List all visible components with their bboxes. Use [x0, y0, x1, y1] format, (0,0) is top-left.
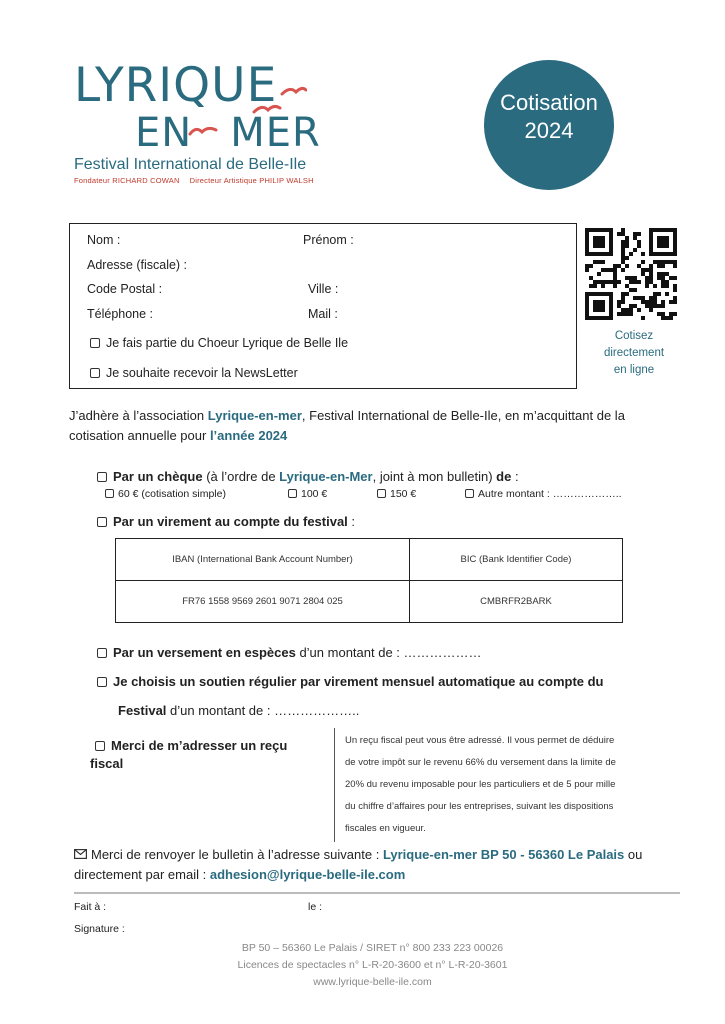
- mensuel-checkbox[interactable]: [97, 677, 107, 687]
- footer: [0, 940, 725, 991]
- qr-code-icon[interactable]: [585, 228, 677, 320]
- identity-form: [69, 223, 577, 389]
- amount-other-label: Autre montant : ………………..: [478, 488, 622, 500]
- email-link[interactable]: adhesion@lyrique-belle-ile.com: [209, 867, 406, 882]
- bird-icon: [188, 122, 218, 138]
- iban-header: IBAN (International Bank Account Number): [116, 539, 410, 581]
- cheque-text: (à l’ordre de: [202, 469, 280, 484]
- recu-label: Merci de m’adresser un reçu: [111, 738, 288, 753]
- renvoi-text: directement par email :: [74, 867, 210, 882]
- especes-label: Par un versement en espèces: [113, 645, 296, 660]
- logo-line-1: LYRIQUE: [74, 58, 278, 113]
- choeur-checkbox[interactable]: [90, 338, 100, 348]
- newsletter-option[interactable]: [90, 366, 298, 380]
- intro-text: cotisation annuelle pour: [69, 428, 210, 443]
- bic-value: CMBRFR2BARK: [410, 581, 623, 623]
- amount-150-label: 150 €: [390, 488, 417, 500]
- bank-table: [115, 538, 623, 623]
- footer-licences: Licences de spectacles n° L-R-20-3600 et n° L-R-20-3601: [237, 959, 508, 971]
- fiscal-note-line: du chiffre d’affaires pour les entreprises, suivant les dispositions: [345, 801, 614, 812]
- recu-option[interactable]: [95, 737, 287, 755]
- cheque-checkbox[interactable]: [97, 472, 107, 482]
- choeur-label: Je fais partie du Choeur Lyrique de Belle Ile: [106, 336, 349, 350]
- badge-title: Cotisation: [500, 90, 598, 115]
- org-name: Lyrique-en-mer: [207, 408, 302, 423]
- nom-label: Nom :: [87, 233, 121, 247]
- mensuel-option[interactable]: [97, 674, 604, 689]
- code-postal-label: Code Postal :: [87, 282, 163, 296]
- virement-option[interactable]: [97, 514, 355, 529]
- intro-year: l’année 2024: [209, 428, 288, 443]
- adresse-label: Adresse (fiscale) :: [87, 258, 188, 272]
- cheque-org: Lyrique-en-Mer: [279, 469, 373, 484]
- prenom-label: Prénom :: [303, 233, 354, 247]
- amount-150-checkbox[interactable]: [377, 489, 386, 498]
- fiscal-note-line: Un reçu fiscal peut vous être adressé. Il vous permet de déduire: [345, 735, 615, 746]
- recu-line-2: [90, 755, 123, 773]
- virement-checkbox[interactable]: [97, 517, 107, 527]
- qr-caption-line: directement: [603, 347, 665, 359]
- fiscal-note-line: de votre impôt sur le revenu 66% du versement dans la limite de: [345, 757, 616, 768]
- logo-founders: [74, 176, 324, 185]
- amount-150[interactable]: [377, 488, 416, 500]
- logo-en: EN: [135, 110, 193, 156]
- amount-100-checkbox[interactable]: [288, 489, 297, 498]
- newsletter-label: Je souhaite recevoir la NewsLetter: [106, 366, 298, 380]
- especes-checkbox[interactable]: [97, 648, 107, 658]
- divider: [74, 892, 680, 894]
- badge-year: 2024: [524, 118, 574, 143]
- iban-value: FR76 1558 9569 2601 9071 2804 025: [116, 581, 410, 623]
- newsletter-checkbox[interactable]: [90, 368, 100, 378]
- especes-option[interactable]: [97, 645, 482, 660]
- mensuel-festival: Festival: [118, 703, 167, 718]
- logo-line-2: [135, 110, 321, 156]
- cheque-de: de: [496, 469, 512, 484]
- mensuel-label: Je choisis un soutien régulier par virement mensuel automatique au compte du: [113, 674, 604, 689]
- choeur-option[interactable]: [90, 336, 348, 350]
- renvoi-text: Merci de renvoyer le bulletin à l’adresse suivante :: [91, 847, 383, 862]
- renvoi-text: ou: [624, 847, 643, 862]
- intro-paragraph: [69, 406, 689, 446]
- mail-label: Mail :: [308, 307, 338, 321]
- amount-100-label: 100 €: [301, 488, 328, 500]
- especes-text: d’un montant de : ………………: [295, 645, 482, 660]
- cheque-label: Par un chèque: [113, 469, 203, 484]
- qr-caption-line: en ligne: [613, 364, 655, 376]
- cheque-colon: :: [511, 469, 519, 484]
- intro-text: J’adhère à l’association: [69, 408, 208, 423]
- fait-label: Fait à :: [74, 901, 107, 913]
- amount-60[interactable]: [105, 488, 226, 500]
- renvoi-address: Lyrique-en-mer BP 50 - 56360 Le Palais: [382, 847, 625, 862]
- envelope-icon: [74, 849, 87, 859]
- fiscal-note: [345, 730, 635, 840]
- logo-mer: MER: [230, 110, 321, 156]
- fiscal-note-line: fiscales en vigueur.: [345, 823, 426, 834]
- cotisation-badge: [484, 60, 614, 190]
- mensuel-line-2: [118, 703, 359, 718]
- footer-website[interactable]: www.lyrique-belle-ile.com: [313, 976, 432, 988]
- logo-subtitle: Festival International de Belle-Ile: [74, 156, 307, 173]
- amount-other-checkbox[interactable]: [465, 489, 474, 498]
- cheque-text: , joint à mon bulletin): [372, 469, 497, 484]
- qr-caption: [592, 328, 676, 379]
- footer-address: BP 50 – 56360 Le Palais / SIRET n° 800 233 223 00026: [241, 942, 504, 954]
- amount-100[interactable]: [288, 488, 327, 500]
- amount-other[interactable]: [465, 488, 622, 500]
- intro-text: , Festival International de Belle-Ile, en m’acquittant de la: [301, 408, 625, 423]
- cheque-option[interactable]: [97, 469, 519, 484]
- bic-header: BIC (Bank Identifier Code): [410, 539, 623, 581]
- amount-60-label: 60 € (cotisation simple): [118, 488, 226, 500]
- amount-60-checkbox[interactable]: [105, 489, 114, 498]
- telephone-label: Téléphone :: [87, 307, 154, 321]
- recu-label-2: fiscal: [90, 756, 124, 771]
- director-text: Directeur Artistique PHILIP WALSH: [189, 176, 314, 185]
- mensuel-text: d’un montant de : ………………..: [166, 703, 360, 718]
- founder-text: Fondateur RICHARD COWAN: [74, 176, 180, 185]
- signature-label: Signature :: [74, 923, 125, 935]
- ville-label: Ville :: [308, 282, 339, 296]
- virement-label: Par un virement au compte du festival: [113, 514, 348, 529]
- qr-caption-line: Cotisez: [614, 330, 654, 342]
- recu-checkbox[interactable]: [95, 741, 105, 751]
- fiscal-note-line: 20% du revenu imposable pour les particuliers et de 5 pour mille: [345, 779, 616, 790]
- vertical-divider: [334, 728, 335, 842]
- return-instructions: [74, 845, 699, 885]
- date-label: le :: [308, 901, 323, 913]
- virement-colon: :: [347, 514, 356, 529]
